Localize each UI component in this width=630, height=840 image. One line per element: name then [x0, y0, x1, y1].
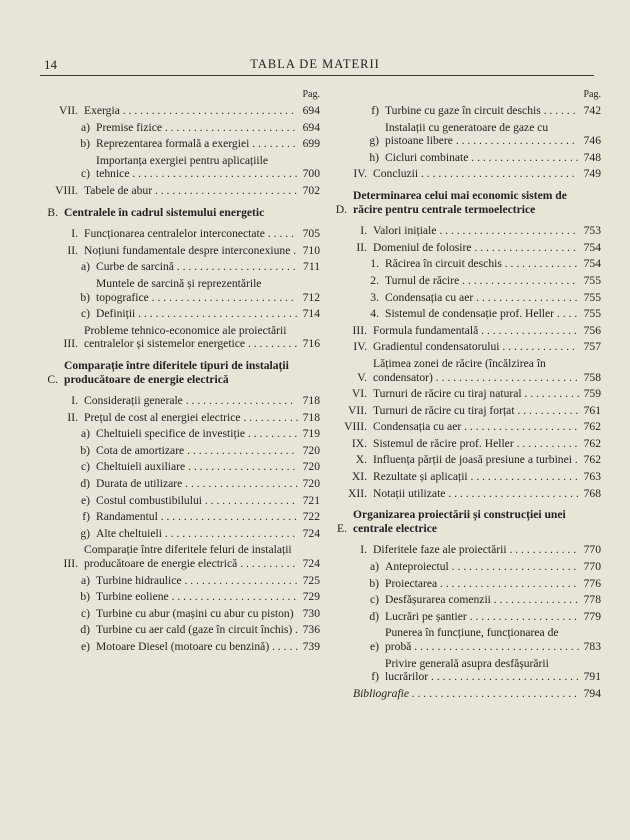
toc-entry: [333, 543, 601, 557]
toc-entry-title: Organizarea proiectării și construcției unei centrale electrice: [353, 508, 566, 535]
toc-entry-page: 719: [302, 427, 320, 441]
toc-entry: [333, 274, 601, 288]
toc-entry-number: IX.: [351, 436, 367, 450]
toc-entry-title: Punerea în funcțiune, funcționarea de probă . . . . . . . . . . . . . . . . . . . . . . . . . . . . .: [385, 626, 580, 653]
toc-entry-number: B.: [47, 205, 58, 219]
toc-entry-title: Turbine cu aer cald (gaze în circuit închis) .: [96, 623, 299, 637]
toc-entry-number: VIII.: [55, 183, 78, 197]
toc-entry: [333, 151, 601, 165]
toc-entry: [44, 427, 320, 441]
toc-entry-title: Definiții . . . . . . . . . . . . . . . . . . . . . . . . . . . .: [96, 307, 298, 321]
toc-entry: [333, 307, 601, 321]
toc-entry-number: C.: [47, 372, 58, 386]
toc-entry-page: 758: [583, 370, 601, 384]
toc-entry: [44, 510, 320, 524]
toc-entry-page: 699: [302, 137, 320, 151]
toc-entry-page: 712: [302, 290, 320, 304]
toc-entry-number: a): [369, 560, 379, 574]
toc-entry-number: d): [80, 623, 90, 637]
toc-entry-number: I.: [71, 227, 78, 241]
toc-entry-title: Turbine cu gaze în circuit deschis . . . . . .: [385, 104, 576, 117]
toc-entry-title: Turbine hidraulice . . . . . . . . . . . . . . . . . . . .: [96, 573, 298, 587]
toc-entry-title: Premise fizice . . . . . . . . . . . . . . . . . . . . . . .: [96, 120, 296, 134]
toc-entry-number: d): [80, 477, 90, 491]
toc-entry-title: Domeniul de folosire . . . . . . . . . . . . . . . . . .: [373, 240, 576, 254]
toc-left-entries: [44, 104, 320, 654]
toc-entry-page: 730: [302, 606, 320, 620]
toc-entry: [333, 224, 601, 238]
toc-entry-number: III.: [63, 337, 78, 351]
toc-entry: [44, 444, 320, 458]
toc-entry: [333, 420, 601, 434]
toc-entry: [44, 324, 320, 351]
toc-entry-number: f): [371, 670, 379, 684]
toc-entry: [333, 357, 601, 384]
toc-entry-page: 749: [583, 167, 601, 181]
toc-entry-title: Lucrări pe șantier . . . . . . . . . . . . . . . . . . .: [385, 609, 577, 623]
toc-entry: [333, 437, 601, 451]
toc-right-column: [333, 88, 601, 703]
toc-section-heading: [44, 206, 320, 220]
toc-entry-number: VI.: [351, 387, 367, 401]
toc-entry-number: g): [369, 134, 379, 148]
toc-entry-title: Răcirea în circuit deschis . . . . . . . . . . . . .: [385, 257, 578, 271]
toc-entry-title: Condensația cu aer . . . . . . . . . . . . . . . . . . . .: [373, 420, 578, 434]
toc-entry: [333, 626, 601, 653]
toc-entry: [44, 137, 320, 151]
toc-entry-title: Turnuri de răcire cu tiraj forțat . . . . . . . . . . .: [373, 403, 579, 417]
toc-entry-number: h): [369, 150, 379, 164]
toc-entry-page: 763: [583, 470, 601, 484]
toc-entry-title: Cheltuieli specifice de investiție . . . . . . . . .: [96, 427, 298, 441]
toc-entry-page: 700: [302, 167, 320, 181]
toc-entry: [44, 260, 320, 274]
toc-entry-title: Muntele de sarcină și reprezentările topografice . . . . . . . . . . . . . . . . . . . . . . . . .: [96, 276, 294, 304]
toc-entry-page: 746: [583, 134, 601, 148]
toc-entry-title: Influența părții de joasă presiune a turbinei .: [373, 453, 578, 467]
toc-entry-number: 2.: [370, 273, 379, 287]
toc-entry-page: 702: [302, 183, 320, 197]
toc-entry-title: Exergia . . . . . . . . . . . . . . . . . . . . . . . . . . . . . .: [84, 104, 294, 117]
toc-entry: [333, 387, 601, 401]
toc-entry: [44, 184, 320, 198]
toc-entry-number: X.: [355, 453, 367, 467]
toc-entry-page: 725: [302, 573, 320, 587]
toc-entry-title: Motoare Diesel (motoare cu benzină) . . . . .: [96, 640, 299, 653]
toc-entry-title: Curbe de sarcină . . . . . . . . . . . . . . . . . . . . .: [96, 260, 296, 274]
toc-section-heading: [333, 189, 601, 216]
toc-entry-page: 770: [583, 543, 601, 557]
toc-entry-number: d): [369, 609, 379, 623]
toc-entry-page: 778: [583, 593, 601, 607]
toc-entry: [44, 121, 320, 135]
toc-entry-page: 753: [583, 224, 601, 238]
toc-entry-number: I.: [360, 224, 367, 238]
toc-entry-title: Proiectarea . . . . . . . . . . . . . . . . . . . . . . . .: [385, 576, 577, 590]
toc-entry-number: b): [80, 443, 90, 457]
toc-entry: [44, 574, 320, 588]
toc-entry-number: c): [369, 593, 379, 607]
toc-entry-number: E.: [337, 521, 347, 535]
toc-entry: [44, 640, 320, 654]
toc-entry-number: IV.: [353, 167, 367, 181]
toc-entry-page: 724: [302, 526, 320, 540]
toc-entry-title: Prețul de cost al energiei electrice . . . . . . . . . .: [84, 410, 299, 424]
toc-entry-title: Reprezentarea formală a exergiei . . . . . . . .: [96, 137, 296, 151]
toc-entry: [333, 610, 601, 624]
toc-entry-number: 1.: [370, 257, 379, 271]
toc-entry-title: Diferitele faze ale proiectării . . . . . . . . . . . .: [373, 543, 577, 557]
toc-entry-page: 721: [302, 493, 320, 507]
toc-entry: [333, 560, 601, 574]
toc-entry-number: D.: [335, 202, 347, 216]
toc-entry: [333, 291, 601, 305]
toc-entry-number: VII.: [348, 403, 367, 417]
toc-entry-title: Comparație între diferitele tipuri de instalații producătoare de energie electrică: [64, 358, 289, 386]
toc-entry-number: f): [371, 104, 379, 117]
toc-entry-title: Bibliografie . . . . . . . . . . . . . . . . . . . . . . . . . . . . .: [353, 686, 578, 700]
toc-entry-page: 754: [583, 257, 601, 271]
toc-left-column: [44, 88, 320, 657]
toc-section-heading: [44, 359, 320, 386]
toc-entry: [44, 307, 320, 321]
toc-entry-title: Noțiuni fundamentale despre interconexiune .: [84, 243, 297, 257]
toc-entry-title: Lățimea zonei de răcire (încălzirea în condensator) . . . . . . . . . . . . . . . . . . . . . . . . .: [373, 356, 578, 384]
toc-entry-page: 755: [583, 290, 601, 304]
toc-entry-page: 694: [302, 104, 320, 117]
toc-entry-number: a): [80, 573, 90, 587]
toc-entry: [333, 577, 601, 591]
toc-entry-page: 710: [302, 243, 320, 257]
toc-entry-page: 791: [583, 670, 601, 684]
toc-entry-number: III.: [352, 323, 367, 337]
toc-entry-number: XII.: [348, 486, 367, 500]
toc-entry-title: Concluzii . . . . . . . . . . . . . . . . . . . . . . . . . . .: [373, 167, 575, 181]
toc-entry: [44, 394, 320, 408]
toc-entry-title: Costul combustibilului . . . . . . . . . . . . . . . .: [96, 493, 295, 507]
toc-entry-page: 770: [583, 560, 601, 574]
toc-entry-page: 794: [583, 686, 601, 700]
toc-entry-page: 722: [302, 510, 320, 524]
toc-entry: [44, 154, 320, 181]
toc-entry-number: c): [80, 307, 90, 321]
toc-entry: [44, 607, 320, 621]
toc-entry: [333, 104, 601, 118]
toc-entry: [44, 277, 320, 304]
toc-entry-page: 720: [302, 460, 320, 474]
toc-entry-title: Instalații cu generatoare de gaze cu pistoane libere . . . . . . . . . . . . . . . . . . . . .: [385, 120, 575, 148]
toc-entry-page: 748: [583, 150, 601, 164]
toc-entry-page: 714: [302, 307, 320, 321]
toc-entry-page: 720: [302, 477, 320, 491]
toc-entry-title: Notații utilizate . . . . . . . . . . . . . . . . . . . . . . .: [373, 486, 579, 500]
toc-entry-page: 705: [302, 227, 320, 241]
toc-entry-title: Considerații generale . . . . . . . . . . . . . . . . . . .: [84, 394, 293, 408]
toc-entry-number: XI.: [351, 470, 367, 484]
toc-entry-page: 755: [583, 273, 601, 287]
toc-entry: [44, 494, 320, 508]
toc-entry: [333, 470, 601, 484]
toc-entry: [44, 227, 320, 241]
toc-entry-title: Randamentul . . . . . . . . . . . . . . . . . . . . . . . .: [96, 510, 297, 524]
toc-entry-title: Turbine eoliene . . . . . . . . . . . . . . . . . . . . . .: [96, 590, 297, 604]
toc-entry-title: Cota de amortizare . . . . . . . . . . . . . . . . . . .: [96, 443, 295, 457]
toc-entry-title: Comparație între diferitele feluri de instalații producătoare de energie electrică . . . . . . . . . .: [84, 543, 296, 571]
toc-entry-page: 779: [583, 609, 601, 623]
toc-entry: [44, 460, 320, 474]
page-number: 14: [44, 57, 57, 72]
toc-entry-number: c): [80, 460, 90, 474]
toc-entry-number: a): [80, 427, 90, 441]
toc-entry-number: b): [80, 290, 90, 304]
toc-entry: [333, 257, 601, 271]
toc-entry: [333, 324, 601, 338]
toc-entry-page: 762: [583, 436, 601, 450]
toc-entry-number: II.: [356, 240, 367, 254]
toc-entry-page: 783: [583, 640, 601, 653]
toc-entry: [44, 477, 320, 491]
toc-entry-title: Funcționarea centralelor interconectate . . . . .: [84, 227, 294, 241]
toc-entry-page: 754: [583, 240, 601, 254]
pag-label: Pag.: [302, 89, 320, 100]
toc-entry-number: V.: [357, 370, 367, 384]
toc-entry-title: Anteproiectul . . . . . . . . . . . . . . . . . . . . . .: [385, 560, 577, 574]
toc-entry-page: 718: [302, 410, 320, 424]
toc-entry-number: e): [80, 493, 90, 507]
toc-entry-title: Condensația cu aer . . . . . . . . . . . . . . . . . .: [385, 290, 578, 304]
toc-entry-title: Sistemul de răcire prof. Heller . . . . . . . . . . .: [373, 436, 578, 450]
toc-entry-number: f): [82, 510, 90, 524]
toc-entry-title: Formula fundamentală . . . . . . . . . . . . . . . . .: [373, 323, 577, 337]
toc-entry-number: e): [369, 640, 379, 653]
toc-entry-number: VII.: [59, 104, 78, 117]
toc-entry-page: 761: [583, 403, 601, 417]
toc-entry: [333, 241, 601, 255]
toc-entry-title: Valori inițiale . . . . . . . . . . . . . . . . . . . . . . . .: [373, 224, 576, 238]
toc-entry-title: Importanța exergiei pentru aplicațiile tehnice . . . . . . . . . . . . . . . . . . . . . . . . . . . . .: [96, 153, 298, 181]
toc-entry-page: 762: [583, 453, 601, 467]
toc-entry-page: 776: [583, 576, 601, 590]
toc-entry-number: b): [80, 590, 90, 604]
toc-entry: [333, 487, 601, 501]
toc-entry-title: Durata de utilizare . . . . . . . . . . . . . . . . . . . .: [96, 477, 299, 491]
toc-entry: [333, 404, 601, 418]
toc-entry-number: e): [80, 640, 90, 653]
toc-entry-page: 718: [302, 394, 320, 408]
toc-entry: [333, 340, 601, 354]
toc-entry-page: 716: [302, 337, 320, 351]
toc-entry-title: Sistemul de condensație prof. Heller . . . .: [385, 307, 578, 321]
header-rule: [40, 75, 594, 76]
toc-entry-number: IV.: [353, 340, 367, 354]
toc-entry-title: Privire generală asupra desfășurării lucrărilor . . . . . . . . . . . . . . . . . . . . . . . . . .: [385, 656, 579, 684]
toc-entry-title: Alte cheltuieli . . . . . . . . . . . . . . . . . . . . . . .: [96, 526, 296, 540]
toc-entry-page: 711: [303, 260, 320, 274]
toc-entry-number: c): [80, 606, 90, 620]
toc-right-entries: [333, 104, 601, 700]
toc-entry: [44, 244, 320, 258]
toc-entry-page: 720: [302, 443, 320, 457]
toc-entry: [333, 593, 601, 607]
toc-entry-number: III.: [63, 557, 78, 571]
toc-entry: [333, 121, 601, 148]
toc-entry-page: 736: [302, 623, 320, 637]
toc-entry-number: a): [80, 260, 90, 274]
toc-section-heading: [333, 508, 601, 535]
toc-entry-number: b): [369, 576, 379, 590]
toc-entry-number: a): [80, 120, 90, 134]
toc-entry-title: Centralele în cadrul sistemului energetic: [64, 205, 265, 219]
toc-entry: [44, 104, 320, 118]
toc-entry-page: 739: [302, 640, 320, 653]
toc-entry-title: Rezultate și aplicații . . . . . . . . . . . . . . . . . . .: [373, 470, 578, 484]
running-header-title: TABLA DE MATERII: [250, 57, 380, 71]
toc-entry: [44, 590, 320, 604]
toc-entry-title: Cicluri combinate . . . . . . . . . . . . . . . . . . .: [385, 150, 579, 164]
toc-entry-number: I.: [71, 394, 78, 408]
toc-entry-number: g): [80, 526, 90, 540]
toc-entry: [333, 687, 601, 701]
toc-entry-title: Turbine cu abur (mașini cu abur cu piston): [96, 606, 294, 620]
toc-entry-number: VIII.: [344, 420, 367, 434]
toc-entry-title: Determinarea celui mai economic sistem de răcire pentru centrale termoelectrice: [353, 188, 567, 216]
toc-entry-title: Cheltuieli auxiliare . . . . . . . . . . . . . . . . . . .: [96, 460, 296, 474]
toc-entry: [333, 453, 601, 467]
toc-entry-number: I.: [360, 543, 367, 557]
toc-entry-title: Desfășurarea comenzii . . . . . . . . . . . . . . .: [385, 593, 578, 607]
toc-entry-page: 724: [302, 557, 320, 571]
toc-entry-title: Gradientul condensatorului . . . . . . . . . . . . .: [373, 340, 575, 354]
toc-entry-number: b): [80, 137, 90, 151]
toc-entry: [44, 543, 320, 570]
toc-entry: [44, 411, 320, 425]
pag-label: Pag.: [583, 89, 601, 100]
toc-entry-title: Turnul de răcire . . . . . . . . . . . . . . . . . . . .: [385, 273, 576, 287]
toc-entry-number: 3.: [370, 290, 379, 304]
toc-entry-page: 729: [302, 590, 320, 604]
toc-entry: [333, 167, 601, 181]
toc-entry-number: 4.: [370, 307, 379, 321]
toc-entry-page: 757: [583, 340, 601, 354]
toc-entry-title: Tabele de abur . . . . . . . . . . . . . . . . . . . . . . . . .: [84, 183, 297, 197]
toc-entry: [333, 657, 601, 684]
toc-entry-page: 755: [583, 307, 601, 321]
toc-entry: [44, 623, 320, 637]
toc-entry-title: Probleme tehnico-economice ale proiectării centralelor și sistemelor energetice . . . . . . . . .: [84, 323, 298, 351]
toc-entry-number: II.: [67, 410, 78, 424]
toc-entry-title: Turnuri de răcire cu tiraj natural . . . . . . . . . .: [373, 387, 580, 401]
toc-entry-page: 768: [583, 486, 601, 500]
toc-entry: [44, 527, 320, 541]
toc-entry-page: 759: [583, 387, 601, 401]
toc-entry-number: II.: [67, 243, 78, 257]
toc-entry-page: 742: [583, 104, 601, 117]
toc-entry-number: c): [80, 167, 90, 181]
toc-entry-page: 756: [583, 323, 601, 337]
toc-entry-page: 762: [583, 420, 601, 434]
toc-entry-page: 694: [302, 120, 320, 134]
